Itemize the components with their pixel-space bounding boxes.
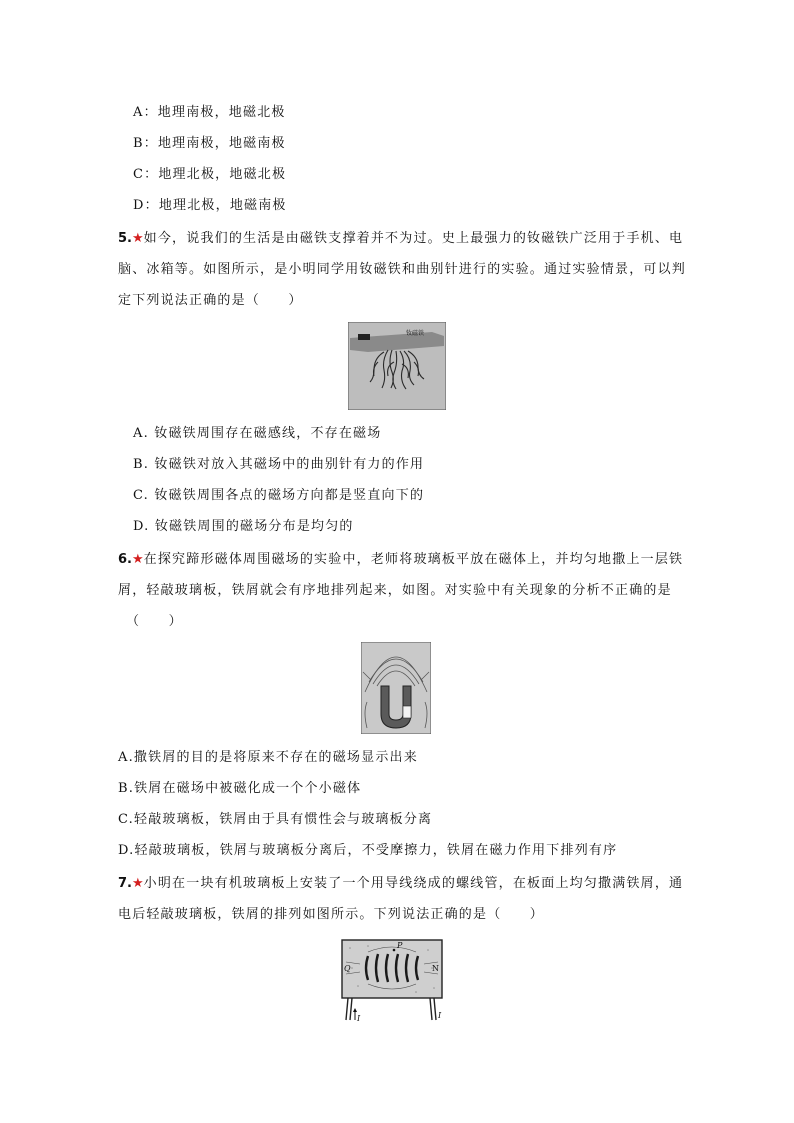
q5-figure-magnet-paperclips bbox=[348, 322, 446, 410]
q4-option-b: B：地理南极，地磁南极 bbox=[133, 136, 286, 151]
q5-option-c: C. 钕磁铁周围各点的磁场方向都是竖直向下的 bbox=[133, 488, 425, 503]
q4-option-c: C：地理北极，地磁北极 bbox=[133, 167, 287, 182]
q7-label-p: P bbox=[397, 941, 403, 950]
q7-stem-line-2: 电后轻敲玻璃板，铁屑的排列如图所示。下列说法正确的是（ ） bbox=[118, 907, 545, 922]
q4-option-a: A：地理南极，地磁北极 bbox=[133, 105, 286, 120]
q6-text-1: 在探究蹄形磁体周围磁场的实验中，老师将玻璃板平放在磁体上，并均匀地撒上一层铁 bbox=[143, 552, 684, 567]
q7-label-n: N bbox=[432, 964, 439, 973]
q5-text-1: 如今，说我们的生活是由磁铁支撑着并不为过。史上最强力的钕磁铁广泛用于手机、电 bbox=[143, 231, 684, 246]
q6-stem-line-1 bbox=[118, 552, 683, 568]
q7-label-current-right: I bbox=[438, 1011, 442, 1020]
q6-option-b: B.铁屑在磁场中被磁化成一个个小磁体 bbox=[118, 781, 362, 796]
star-icon: ★ bbox=[131, 231, 144, 246]
q5-figure-label: 钕磁铁 bbox=[406, 330, 425, 337]
q5-option-a: A. 钕磁铁周围存在磁感线，不存在磁场 bbox=[133, 426, 382, 441]
q5-option-b: B. 钕磁铁对放入其磁场中的曲别针有力的作用 bbox=[133, 457, 425, 472]
star-icon: ★ bbox=[131, 876, 144, 891]
q7-number: 7. bbox=[118, 876, 132, 891]
q6-option-d: D.轻敲玻璃板，铁屑与玻璃板分离后，不受摩擦力，铁屑在磁力作用下排列有序 bbox=[118, 843, 618, 858]
q5-stem-line-2: 脑、冰箱等。如图所示，是小明同学用钕磁铁和曲别针进行的实验。通过实验情景，可以判 bbox=[118, 262, 687, 277]
q5-option-d: D. 钕磁铁周围的磁场分布是均匀的 bbox=[133, 519, 354, 534]
q6-stem-line-3: （ ） bbox=[126, 614, 183, 629]
q7-stem-line-1 bbox=[118, 876, 683, 892]
q5-stem-line-3: 定下列说法正确的是（ ） bbox=[118, 293, 303, 308]
q6-number: 6. bbox=[118, 552, 132, 567]
q7-figure-solenoid bbox=[338, 938, 446, 1026]
q5-stem-line-1 bbox=[118, 231, 683, 247]
q7-text-1: 小明在一块有机玻璃板上安装了一个用导线绕成的螺线管，在板面上均匀撒满铁屑，通 bbox=[143, 876, 684, 891]
q6-option-c: C.轻敲玻璃板，铁屑由于具有惯性会与玻璃板分离 bbox=[118, 812, 433, 827]
q6-stem-line-2: 屑，轻敲玻璃板，铁屑就会有序地排列起来，如图。对实验中有关现象的分析不正确的是 bbox=[118, 583, 672, 598]
star-icon: ★ bbox=[131, 552, 144, 567]
q6-figure-horseshoe-magnet bbox=[361, 642, 431, 734]
q7-label-q: Q bbox=[344, 964, 351, 973]
q6-option-a: A.撒铁屑的目的是将原来不存在的磁场显示出来 bbox=[118, 750, 418, 765]
q5-number: 5. bbox=[118, 231, 132, 246]
q4-option-d: D：地理北极，地磁南极 bbox=[133, 198, 287, 213]
q7-label-current-left: I bbox=[357, 1014, 361, 1023]
